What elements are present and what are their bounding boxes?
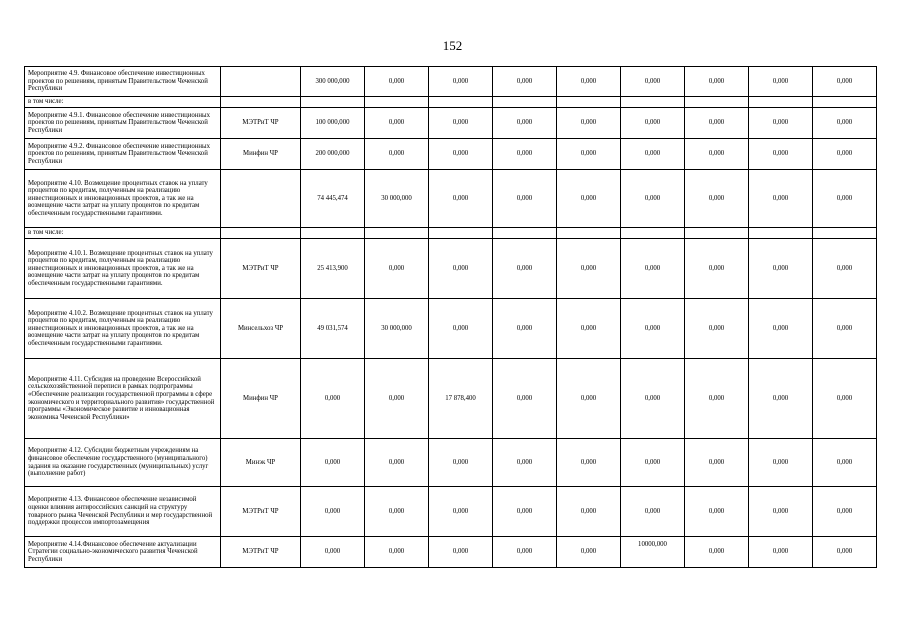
- empty-cell: [301, 228, 365, 239]
- row-value: 0,000: [493, 439, 557, 487]
- table-row: [25, 487, 877, 537]
- row-executor: МЭТРиТ ЧР: [221, 487, 301, 537]
- row-value: 0,000: [429, 108, 493, 139]
- row-executor: Минсельхоз ЧР: [221, 299, 301, 359]
- row-description: Мероприятие 4.9.2. Финансовое обеспечение инвестиционных проектов по решениям, принятым Правительством Чеченской Республики: [25, 139, 221, 170]
- row-value: 0,000: [557, 239, 621, 299]
- row-value: 74 445,474: [301, 170, 365, 228]
- row-executor: МЭТРиТ ЧР: [221, 537, 301, 568]
- row-description: в том числе:: [25, 228, 221, 239]
- table-row: [25, 228, 877, 239]
- row-value: 0,000: [621, 108, 685, 139]
- row-value: 0,000: [301, 487, 365, 537]
- empty-cell: [685, 228, 749, 239]
- row-value: 10000,000: [621, 537, 685, 568]
- row-value: 30 000,000: [365, 299, 429, 359]
- row-value: 0,000: [685, 108, 749, 139]
- row-value: 0,000: [749, 359, 813, 439]
- row-value: 0,000: [621, 170, 685, 228]
- empty-cell: [365, 228, 429, 239]
- row-value: 0,000: [813, 108, 877, 139]
- empty-cell: [749, 97, 813, 108]
- row-executor: МЭТРиТ ЧР: [221, 108, 301, 139]
- row-value: 0,000: [813, 239, 877, 299]
- row-value: 30 000,000: [365, 170, 429, 228]
- table-row: [25, 439, 877, 487]
- row-value: 100 000,000: [301, 108, 365, 139]
- row-value: 0,000: [365, 537, 429, 568]
- row-value: 0,000: [365, 139, 429, 170]
- row-value: 0,000: [749, 108, 813, 139]
- row-value: 0,000: [621, 299, 685, 359]
- row-value: 0,000: [493, 170, 557, 228]
- row-value: 0,000: [749, 139, 813, 170]
- row-value: 0,000: [685, 170, 749, 228]
- row-value: 0,000: [557, 67, 621, 97]
- row-description: Мероприятие 4.10. Возмещение процентных ставок на уплату процентов по кредитам, полученным на реализацию инвестиционных и инновационных проектов, а так же на возмещение части затрат на уплату процентов по кредитам обеспеченным государственными гарантиями.: [25, 170, 221, 228]
- row-value: 0,000: [557, 487, 621, 537]
- row-value: 0,000: [429, 239, 493, 299]
- row-value: 0,000: [685, 139, 749, 170]
- empty-cell: [429, 97, 493, 108]
- empty-cell: [621, 228, 685, 239]
- empty-cell: [221, 228, 301, 239]
- row-description: Мероприятие 4.14.Финансовое обеспечение актуализации Стратегии социально-экономического развития Чеченской Республики: [25, 537, 221, 568]
- empty-cell: [365, 97, 429, 108]
- row-value: 0,000: [365, 439, 429, 487]
- row-value: 0,000: [301, 439, 365, 487]
- row-value: 200 000,000: [301, 139, 365, 170]
- row-value: 0,000: [749, 239, 813, 299]
- table-row: [25, 170, 877, 228]
- row-value: 0,000: [813, 359, 877, 439]
- row-description: Мероприятие 4.12. Субсидии бюджетным учреждениям на финансовое обеспечение государственного (муниципального) задания на оказание государственных (муниципальных) услуг (выполнение работ): [25, 439, 221, 487]
- empty-cell: [749, 228, 813, 239]
- row-value: 0,000: [813, 439, 877, 487]
- row-value: 0,000: [365, 487, 429, 537]
- row-description: Мероприятие 4.13. Финансовое обеспечение независимой оценки влияния антироссийских санкций на структуру товарного рынка Чеченской Республики и мер государственной поддержки процессов импортозамещения: [25, 487, 221, 537]
- row-value: 0,000: [429, 67, 493, 97]
- table-row: [25, 299, 877, 359]
- row-value: 0,000: [749, 170, 813, 228]
- row-value: 0,000: [813, 139, 877, 170]
- row-value: 49 031,574: [301, 299, 365, 359]
- empty-cell: [493, 97, 557, 108]
- row-value: 0,000: [813, 67, 877, 97]
- table-body: [25, 67, 877, 568]
- row-value: 0,000: [493, 537, 557, 568]
- page-number: 152: [442, 38, 463, 53]
- row-value: 0,000: [685, 439, 749, 487]
- row-value: 0,000: [557, 537, 621, 568]
- row-value: 0,000: [749, 439, 813, 487]
- row-value: 0,000: [301, 359, 365, 439]
- row-value: 0,000: [557, 170, 621, 228]
- row-executor: Минэк ЧР: [221, 439, 301, 487]
- row-value: 0,000: [685, 239, 749, 299]
- row-value: 0,000: [493, 108, 557, 139]
- row-value: 0,000: [557, 359, 621, 439]
- row-value: 300 000,000: [301, 67, 365, 97]
- empty-cell: [685, 97, 749, 108]
- row-value: 0,000: [493, 67, 557, 97]
- row-value: 0,000: [685, 299, 749, 359]
- row-value: 0,000: [621, 67, 685, 97]
- row-executor: [221, 67, 301, 97]
- row-description: Мероприятие 4.11. Субсидия на проведение Всероссийской сельскохозяйственной переписи в рамках подпрограммы «Обеспечение реализации государственной программы в сфере экономического и территориального развития» государственной программы «Экономическое развитие и инновационная экономика Чеченской Республики»: [25, 359, 221, 439]
- row-value: 0,000: [557, 108, 621, 139]
- row-value: 0,000: [557, 439, 621, 487]
- row-value: 0,000: [557, 299, 621, 359]
- empty-cell: [621, 97, 685, 108]
- row-value: 0,000: [493, 359, 557, 439]
- row-value: 0,000: [749, 67, 813, 97]
- row-value: 0,000: [813, 299, 877, 359]
- row-value: 0,000: [813, 170, 877, 228]
- row-value: 0,000: [749, 487, 813, 537]
- row-value: 0,000: [429, 170, 493, 228]
- row-value: 0,000: [685, 67, 749, 97]
- row-value: 17 878,400: [429, 359, 493, 439]
- table-row: [25, 67, 877, 97]
- empty-cell: [557, 97, 621, 108]
- row-description: в том числе:: [25, 97, 221, 108]
- row-value: 0,000: [429, 537, 493, 568]
- empty-cell: [221, 97, 301, 108]
- table-row: [25, 239, 877, 299]
- table-row: [25, 139, 877, 170]
- row-value: 0,000: [813, 487, 877, 537]
- row-value: 0,000: [429, 439, 493, 487]
- empty-cell: [429, 228, 493, 239]
- empty-cell: [493, 228, 557, 239]
- row-value: 0,000: [685, 537, 749, 568]
- row-value: 0,000: [429, 299, 493, 359]
- row-value: 0,000: [493, 139, 557, 170]
- table-row: [25, 97, 877, 108]
- empty-cell: [813, 228, 877, 239]
- row-executor: Минфин ЧР: [221, 139, 301, 170]
- row-value: 0,000: [749, 299, 813, 359]
- row-description: Мероприятие 4.9. Финансовое обеспечение инвестиционных проектов по решениям, принятым Правительством Чеченской Республики: [25, 67, 221, 97]
- row-executor: [221, 170, 301, 228]
- row-value: 0,000: [365, 67, 429, 97]
- row-value: 0,000: [621, 487, 685, 537]
- row-value: 0,000: [493, 239, 557, 299]
- row-value: 0,000: [365, 239, 429, 299]
- row-description: Мероприятие 4.10.2. Возмещение процентных ставок на уплату процентов по кредитам, полученным на реализацию инвестиционных и инновационных проектов, а так же на возмещение части затрат на уплату процентов по кредитам обеспеченным государственными гарантиями.: [25, 299, 221, 359]
- measures-table: [24, 66, 877, 568]
- row-value: 0,000: [429, 487, 493, 537]
- row-value: 0,000: [621, 359, 685, 439]
- table-row: [25, 359, 877, 439]
- row-value: 0,000: [749, 537, 813, 568]
- row-value: 0,000: [685, 487, 749, 537]
- empty-cell: [557, 228, 621, 239]
- row-value: 0,000: [621, 439, 685, 487]
- table-row: [25, 537, 877, 568]
- row-value: 0,000: [685, 359, 749, 439]
- row-value: 25 413,900: [301, 239, 365, 299]
- row-value: 0,000: [557, 139, 621, 170]
- row-description: Мероприятие 4.10.1. Возмещение процентных ставок на уплату процентов по кредитам, полученным на реализацию инвестиционных и инновационных проектов, а так же на возмещение части затрат на уплату процентов по кредитам обеспеченным государственными гарантиями.: [25, 239, 221, 299]
- table-row: [25, 108, 877, 139]
- empty-cell: [301, 97, 365, 108]
- row-value: 0,000: [621, 239, 685, 299]
- row-executor: МЭТРиТ ЧР: [221, 239, 301, 299]
- row-value: 0,000: [621, 139, 685, 170]
- row-value: 0,000: [429, 139, 493, 170]
- row-value: 0,000: [813, 537, 877, 568]
- row-executor: Минфин ЧР: [221, 359, 301, 439]
- row-value: 0,000: [493, 487, 557, 537]
- row-value: 0,000: [493, 299, 557, 359]
- row-description: Мероприятие 4.9.1. Финансовое обеспечение инвестиционных проектов по решениям, принятым Правительством Чеченской Республики: [25, 108, 221, 139]
- empty-cell: [813, 97, 877, 108]
- row-value: 0,000: [301, 537, 365, 568]
- row-value: 0,000: [365, 108, 429, 139]
- row-value: 0,000: [365, 359, 429, 439]
